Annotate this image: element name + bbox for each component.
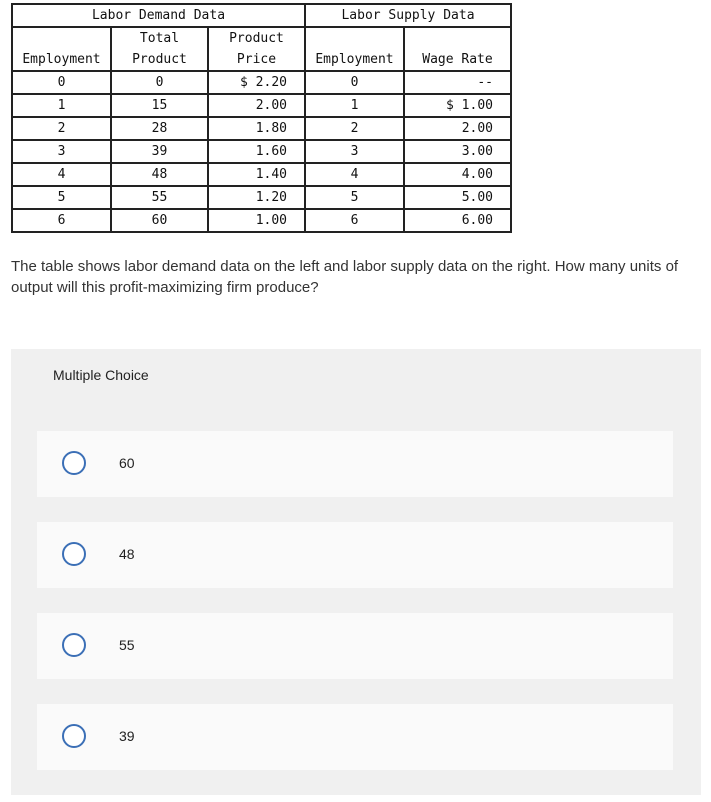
cell-wage-rate: 2.00 (404, 117, 511, 140)
header-employment (12, 27, 111, 71)
labor-data-table (11, 3, 512, 233)
cell-product-price: 1.20 (208, 186, 305, 209)
choice-label: 39 (119, 728, 135, 744)
cell-wage-rate: 6.00 (404, 209, 511, 232)
cell-product-price: 1.40 (208, 163, 305, 186)
cell-employment: 4 (12, 163, 111, 186)
header-wage-rate-label: Wage Rate (422, 52, 493, 67)
labor-demand-title: Labor Demand Data (12, 4, 305, 27)
cell-employment: 3 (12, 140, 111, 163)
multiple-choice-panel (11, 349, 701, 795)
choice-label: 55 (119, 637, 135, 653)
cell-employment: 0 (12, 71, 111, 94)
cell-supply-employment: 0 (305, 71, 404, 94)
table-title-row (12, 4, 511, 27)
radio-button-icon[interactable] (62, 542, 86, 566)
cell-supply-employment: 6 (305, 209, 404, 232)
cell-supply-employment: 4 (305, 163, 404, 186)
cell-total-product: 39 (111, 140, 208, 163)
cell-wage-rate: 3.00 (404, 140, 511, 163)
cell-wage-rate: -- (404, 71, 511, 94)
cell-supply-employment: 2 (305, 117, 404, 140)
cell-employment: 5 (12, 186, 111, 209)
header-supply-employment (305, 27, 404, 71)
choice-option[interactable] (37, 704, 673, 770)
header-product-price-line2: Price (236, 52, 277, 67)
cell-total-product: 15 (111, 94, 208, 117)
cell-total-product: 55 (111, 186, 208, 209)
radio-button-icon[interactable] (62, 451, 86, 475)
cell-product-price: $ 2.20 (208, 71, 305, 94)
header-total-product-line1: Total (139, 31, 180, 46)
table-header-row (12, 27, 511, 71)
cell-supply-employment: 1 (305, 94, 404, 117)
table-row (12, 163, 511, 186)
cell-total-product: 48 (111, 163, 208, 186)
cell-employment: 6 (12, 209, 111, 232)
choice-option[interactable] (37, 522, 673, 588)
table-row (12, 71, 511, 94)
header-wage-rate (404, 27, 511, 71)
radio-button-icon[interactable] (62, 724, 86, 748)
table-row (12, 209, 511, 232)
header-total-product (111, 27, 208, 71)
choice-label: 60 (119, 455, 135, 471)
cell-supply-employment: 5 (305, 186, 404, 209)
table-row (12, 117, 511, 140)
cell-wage-rate: 4.00 (404, 163, 511, 186)
radio-button-icon[interactable] (62, 633, 86, 657)
cell-total-product: 28 (111, 117, 208, 140)
cell-product-price: 1.60 (208, 140, 305, 163)
multiple-choice-label: Multiple Choice (53, 367, 149, 383)
cell-wage-rate: 5.00 (404, 186, 511, 209)
labor-supply-title: Labor Supply Data (305, 4, 511, 27)
table-row (12, 94, 511, 117)
header-product-price-line1: Product (229, 31, 284, 46)
choice-option[interactable] (37, 613, 673, 679)
cell-product-price: 1.00 (208, 209, 305, 232)
choice-option[interactable] (37, 431, 673, 497)
cell-product-price: 2.00 (208, 94, 305, 117)
header-employment-label: Employment (22, 52, 101, 67)
table-row (12, 140, 511, 163)
header-supply-employment-label: Employment (315, 52, 394, 67)
cell-employment: 2 (12, 117, 111, 140)
cell-wage-rate: $ 1.00 (404, 94, 511, 117)
cell-total-product: 60 (111, 209, 208, 232)
cell-total-product: 0 (111, 71, 208, 94)
header-total-product-line2: Product (132, 52, 187, 67)
cell-product-price: 1.80 (208, 117, 305, 140)
choice-label: 48 (119, 546, 135, 562)
cell-employment: 1 (12, 94, 111, 117)
table-row (12, 186, 511, 209)
cell-supply-employment: 3 (305, 140, 404, 163)
header-product-price (208, 27, 305, 71)
question-text: The table shows labor demand data on the left and labor supply data on the right. How many units of output will this profit-maximizing firm produce? (11, 258, 679, 296)
